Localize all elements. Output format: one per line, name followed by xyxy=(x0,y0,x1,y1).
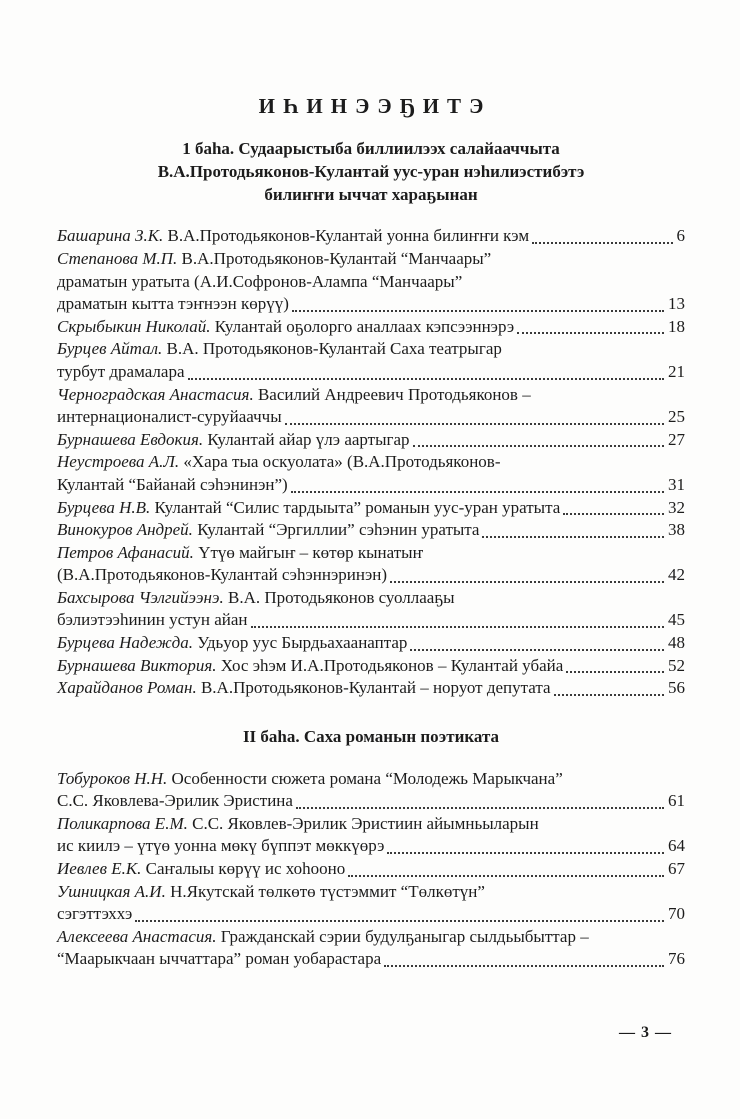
toc-line-text: Тобуроков Н.Н. Особенности сюжета романа “Молодежь Марыкчана” xyxy=(57,768,563,788)
toc-page-number: 32 xyxy=(668,497,685,517)
toc-page-number: 61 xyxy=(668,791,685,811)
toc-line xyxy=(57,835,685,858)
toc-line xyxy=(57,497,685,520)
toc-line xyxy=(57,677,685,700)
toc-line-text: бэлиэтээһинин устун айан xyxy=(57,610,248,630)
toc-line-text: Башарина З.К. В.А.Протодьяконов-Кулантай уонна билиҥҥи кэм xyxy=(57,226,530,246)
toc-entry xyxy=(57,813,685,858)
toc-entries xyxy=(57,768,685,971)
toc-entry xyxy=(57,632,685,655)
toc-entry xyxy=(57,316,685,339)
section-heading-line: 1 баһа. Судаарыстыба биллиилээх салайааччыта xyxy=(182,139,560,158)
footer-page-number: — 3 — xyxy=(619,1024,672,1041)
toc-line-text: Алексеева Анастасия. Гражданскай сэрии будулҕаныгар сылдьыбыттар – xyxy=(57,926,589,946)
toc-entry xyxy=(57,858,685,881)
toc-entry-author: Бурцев Айтал. xyxy=(57,339,167,359)
toc-line-text: Харайданов Роман. В.А.Протодьяконов-Кулантай – норуот депутата xyxy=(57,678,551,698)
toc-line-text: ис киилэ – үтүө уонна мөкү бүппэт мөккүөрэ xyxy=(57,836,385,856)
toc-line xyxy=(57,813,685,836)
toc-entry xyxy=(57,519,685,542)
dot-leader xyxy=(296,807,664,809)
dot-leader xyxy=(188,378,665,380)
toc-line-text: С.С. Яковлева-Эрилик Эристина xyxy=(57,791,293,811)
toc-page-number: 70 xyxy=(668,904,685,924)
toc-line xyxy=(57,858,685,881)
toc-entry-author: Алексеева Анастасия. xyxy=(57,926,221,946)
dot-leader xyxy=(554,694,664,696)
toc-page-number: 42 xyxy=(668,565,685,585)
toc-entry-author: Иевлев Е.К. xyxy=(57,859,146,879)
page-title: ИҺИНЭЭҔИТЭ xyxy=(258,94,492,118)
toc-line xyxy=(57,384,685,407)
toc-entry-author: Харайданов Роман. xyxy=(57,678,201,698)
toc-entry xyxy=(57,677,685,700)
toc-page-number: 76 xyxy=(668,949,685,969)
toc-page-number: 67 xyxy=(668,859,685,879)
toc-line xyxy=(57,926,685,949)
dot-leader xyxy=(387,852,664,854)
toc-page-number: 6 xyxy=(676,226,685,246)
toc-line-text: Скрыбыкин Николай. Кулантай оҕолорго аналлаах кэпсээннэрэ xyxy=(57,316,515,336)
toc-line xyxy=(57,271,685,294)
toc-entry xyxy=(57,768,685,813)
toc-entry-author: Ушницкая А.И. xyxy=(57,881,171,901)
toc-page-number: 48 xyxy=(668,633,685,653)
toc-page-number: 18 xyxy=(668,316,685,336)
toc-line-text: Неустроева А.Л. «Хара тыа оскуолата» (В.А.Протодьяконов- xyxy=(57,452,501,472)
toc-entry xyxy=(57,926,685,971)
toc-line-text: Поликарпова Е.М. С.С. Яковлев-Эрилик Эристиин айымньыларын xyxy=(57,813,539,833)
dot-leader xyxy=(563,513,664,515)
toc-entry-author: Скрыбыкин Николай. xyxy=(57,316,215,336)
toc-entry-author: Поликарпова Е.М. xyxy=(57,813,193,833)
toc-line xyxy=(57,632,685,655)
dot-leader xyxy=(517,332,664,334)
toc-page-number: 45 xyxy=(668,610,685,630)
toc-line-text: (В.А.Протодьяконов-Кулантай сэһэннэринэн) xyxy=(57,565,388,585)
toc-line xyxy=(57,338,685,361)
dot-leader xyxy=(384,965,664,967)
toc xyxy=(57,138,685,971)
toc-line xyxy=(57,451,685,474)
toc-entry-author: Тобуроков Н.Н. xyxy=(57,768,172,788)
toc-entry-author: Петров Афанасий. xyxy=(57,542,199,562)
page-content xyxy=(57,0,685,971)
dot-leader xyxy=(566,671,664,673)
toc-line xyxy=(57,406,685,429)
section-heading xyxy=(57,138,685,206)
toc-line xyxy=(57,948,685,971)
toc-line-text: Бурцева Надежда. Удьуор уус Бырдьахаанаптар xyxy=(57,633,408,653)
toc-entry xyxy=(57,384,685,429)
section-heading-line: билиҥҥи ыччат хараҕынан xyxy=(264,184,478,204)
toc-entry xyxy=(57,587,685,632)
toc-line-text: драматын кытта тэҥнээн көрүү) xyxy=(57,294,289,314)
toc-entry-author: Бурцева Надежда. xyxy=(57,633,198,653)
toc-line-text: Ушницкая А.И. Н.Якутскай төлкөтө түстэммит “Төлкөтүн” xyxy=(57,881,485,901)
toc-line-text: Бахсырова Чэлгийээнэ. В.А. Протодьяконов суоллааҕы xyxy=(57,587,455,607)
toc-entry xyxy=(57,881,685,926)
toc-entry xyxy=(57,429,685,452)
toc-entry-author: Бурцева Н.В. xyxy=(57,497,155,517)
toc-line-text: интернационалист-суруйааччы xyxy=(57,407,282,427)
toc-line xyxy=(57,542,685,565)
toc-entry-author: Бахсырова Чэлгийээнэ. xyxy=(57,587,228,607)
toc-entry xyxy=(57,451,685,496)
toc-page-number: 25 xyxy=(668,407,685,427)
dot-leader xyxy=(410,649,664,651)
toc-page-number: 52 xyxy=(668,655,685,675)
toc-line-text: Бурцева Н.В. Кулантай “Силис тардыыта” романын уус-уран уратыта xyxy=(57,497,561,517)
dot-leader xyxy=(251,626,665,628)
toc-page-number: 13 xyxy=(668,294,685,314)
toc-entry-author: Степанова М.П. xyxy=(57,248,182,268)
toc-page-number: 21 xyxy=(668,361,685,381)
dot-leader xyxy=(390,581,664,583)
toc-entry-author: Бурнашева Виктория. xyxy=(57,655,221,675)
toc-entry-author: Черноградская Анастасия. xyxy=(57,384,258,404)
section-heading xyxy=(57,726,685,749)
dot-leader xyxy=(482,536,664,538)
dot-leader xyxy=(292,310,664,312)
toc-entry-author: Винокуров Андрей. xyxy=(57,520,198,540)
toc-entry xyxy=(57,655,685,678)
toc-line-text: Черноградская Анастасия. Василий Андреевич Протодьяконов – xyxy=(57,384,531,404)
toc-line xyxy=(57,316,685,339)
dot-leader xyxy=(291,491,664,493)
toc-entry xyxy=(57,497,685,520)
toc-line xyxy=(57,225,685,248)
toc-line xyxy=(57,768,685,791)
toc-page-number: 27 xyxy=(668,429,685,449)
toc-line-text: “Маарыкчаан ыччаттара” роман уобарастара xyxy=(57,949,382,969)
dot-leader xyxy=(135,920,664,922)
toc-line xyxy=(57,587,685,610)
toc-line xyxy=(57,609,685,632)
toc-entry xyxy=(57,338,685,383)
toc-line xyxy=(57,361,685,384)
dot-leader xyxy=(285,423,664,425)
toc-line-text: драматын уратыта (А.И.Софронов-Алампа “Манчаары” xyxy=(57,271,463,291)
toc-line-text: Бурнашева Виктория. Хос эһэм И.А.Протодьяконов – Кулантай убайа xyxy=(57,655,564,675)
toc-line xyxy=(57,248,685,271)
toc-entry xyxy=(57,225,685,248)
toc-line-text: Бурцев Айтал. В.А. Протодьяконов-Кулантай Саха театрыгар xyxy=(57,339,502,359)
toc-entries xyxy=(57,225,685,699)
toc-page-number: 31 xyxy=(668,474,685,494)
toc-page-number: 56 xyxy=(668,678,685,698)
toc-line-text: сэгэттэххэ xyxy=(57,904,133,924)
toc-entry-author: Бурнашева Евдокия. xyxy=(57,429,208,449)
toc-line-text: Степанова М.П. В.А.Протодьяконов-Кулантай “Манчаары” xyxy=(57,248,492,268)
toc-line xyxy=(57,564,685,587)
toc-entry-author: Неустроева А.Л. xyxy=(57,452,184,472)
toc-page-number: 38 xyxy=(668,520,685,540)
section-heading-line: В.А.Протодьяконов-Кулантай уус-уран нэһилиэстибэтэ xyxy=(157,161,585,181)
toc-line xyxy=(57,293,685,316)
toc-entry-author: Башарина З.К. xyxy=(57,226,168,246)
toc-line-text: Кулантай “Байанай сэһэнинэн”) xyxy=(57,474,288,494)
section-heading-line: II баһа. Саха романын поэтиката xyxy=(242,726,500,746)
toc-section xyxy=(57,726,685,971)
toc-entry xyxy=(57,542,685,587)
toc-line-text: Винокуров Андрей. Кулантай “Эргиллии” сэһэнин уратыта xyxy=(57,520,480,540)
toc-line xyxy=(57,655,685,678)
dot-leader xyxy=(532,242,672,244)
toc-line xyxy=(57,881,685,904)
toc-line xyxy=(57,790,685,813)
toc-line-text: Бурнашева Евдокия. Кулантай айар үлэ аартыгар xyxy=(57,429,410,449)
toc-line-text: Петров Афанасий. Үтүө майгыҥ – көтөр кынатыҥ xyxy=(57,542,424,562)
dot-leader xyxy=(348,875,664,877)
toc-line xyxy=(57,903,685,926)
toc-entry xyxy=(57,248,685,316)
toc-line-text: Иевлев Е.К. Саҥалыы көрүү ис хоһооно xyxy=(57,859,346,879)
toc-line-text: турбут драмалара xyxy=(57,361,185,381)
toc-line xyxy=(57,474,685,497)
dot-leader xyxy=(413,445,664,447)
toc-page-number: 64 xyxy=(668,836,685,856)
toc-section xyxy=(57,138,685,700)
toc-line xyxy=(57,519,685,542)
toc-line xyxy=(57,429,685,452)
